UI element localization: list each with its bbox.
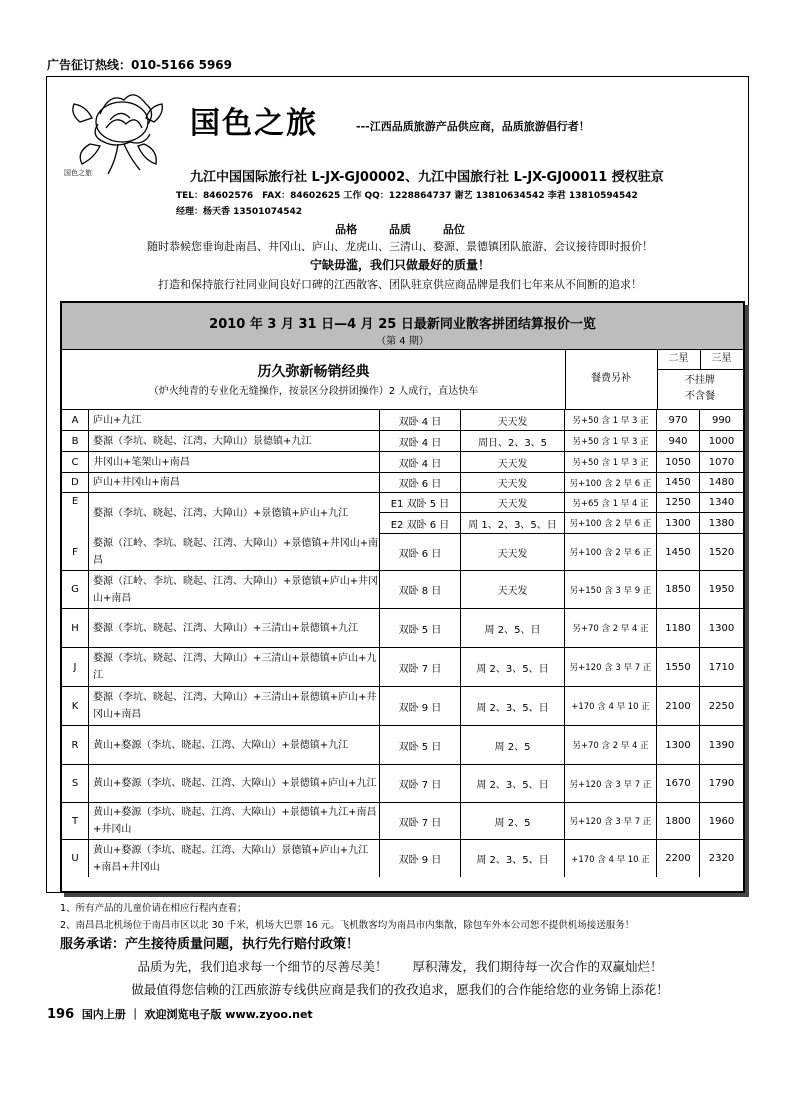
cell-fee: 另+100 含 2 早 6 正 [565,473,657,492]
cell-fee: 另+70 含 2 早 4 正 [565,609,657,647]
cell-depart: 周 2、3、5、日 [461,648,565,686]
footer-text: 国内上册 ｜ 欢迎浏览电子版 www.zyoo.net [81,1008,313,1021]
cell-fee: 另+150 含 3 早 9 正 [565,571,657,608]
price-note [657,369,743,409]
cell-code: C [62,452,89,472]
col-fee-header: 餐费另补 [565,349,658,409]
cell-p3: 2320 [708,853,735,864]
cell-code: G [62,571,89,608]
section-desc: （炉火纯青的专业化无缝操作，按景区分段拼团操作）2 人成行，直达快车 [148,386,479,397]
table-issue: （第 4 期） [376,336,429,347]
cell-code: S [62,765,89,802]
table-title-band [62,303,743,350]
cell-days: 双卧 7 日 [380,648,461,686]
cell-depart: 周 2、3、5、日 [461,687,565,725]
peony-flower-icon [60,84,174,180]
cell-days: 双卧 9 日 [380,840,461,877]
cell-fee: 另+100 含 2 早 6 正 [565,534,657,570]
price-table [60,301,745,893]
page-number: 196 [47,1007,75,1022]
cell-depart: 周 2、3、5、日 [461,765,565,802]
cell-depart: 周 2、5、日 [461,609,565,647]
cell-route: 婺源（李坑、晓起、江湾、大障山）+三清山+景德镇+九江 [89,609,380,647]
cell-code: F [62,534,89,570]
col-3star-header: 三星 [700,349,743,370]
peony-logo [60,84,174,180]
cell-depart: 周 2、5 [461,726,565,764]
cell-p3: 1960 [708,815,735,827]
cell-p2: 1450 [657,534,700,570]
cell-depart: 周日、2、3、5 [461,431,565,451]
cell-code: D [62,473,89,492]
table-row [62,451,743,472]
cell-p3: 1520 [708,546,735,558]
cell-depart: 周 2、3、5、日 [461,840,565,877]
cell-code: J [62,648,89,686]
table-row [62,533,743,570]
cell-fee: +170 含 4 早 10 正 [565,687,657,725]
cell-code: H [62,609,89,647]
cell-p2: 1670 [657,765,700,802]
cell-depart: 天天发 [461,473,565,492]
cell-days: E1 双卧 5 日 [380,493,461,512]
cell-route: 井冈山+笔架山+南昌 [89,452,380,472]
cell-days: 双卧 5 日 [380,726,461,764]
cell-fee: 另+50 含 1 早 3 正 [565,410,657,430]
note-item: 1、所有产品的儿童价请在相应行程内查看； [60,903,247,914]
notes [60,900,634,934]
cell-route: 婺源（李坑、晓起、江湾、大障山）+景德镇+庐山+九江 [89,493,380,534]
cell-fee: 另+120 含 3 早 7 正 [565,648,657,686]
cell-route: 黄山+婺源（李坑、晓起、江湾、大障山）景德镇+庐山+九江+南昌+井冈山 [89,840,380,877]
cell-p3: 1390 [708,739,735,751]
table-row [62,492,743,519]
cell-route: 婺源（江岭、李坑、晓起、江湾、大障山）+景德镇+庐山+井冈山+南昌 [89,571,380,608]
table-row [62,725,743,764]
cell-fee: +170 含 4 早 10 正 [565,840,657,877]
cell-days: 双卧 4 日 [380,431,461,451]
cell-depart: 周 1、2、3、5、日 [461,513,565,533]
cell-p2: 1850 [657,571,700,608]
cell-depart: 天天发 [461,534,565,570]
manager-line: 经理：杨天香 13501074542 [176,207,303,217]
table-row [62,472,743,492]
cell-days: 双卧 4 日 [380,452,461,472]
logo-caption: 国色之旅 [64,169,92,177]
cell-fee: 另+120 含 3 早 7 正 [565,803,657,839]
cell-p3: 1000 [708,435,735,447]
cell-days: 双卧 5 日 [380,609,461,647]
cell-route: 庐山+九江 [89,410,380,430]
table-row [62,647,743,686]
pledge-line-2: 做最值得您信赖的江西旅游专线供应商是我们的孜孜追求，愿我们的合作能给您的业务锦上添花！ [131,982,669,997]
table-title: 2010 年 3 月 31 日—4 月 25 日最新同业散客拼团结算报价一览 [209,317,596,332]
cell-days: 双卧 8 日 [380,571,461,608]
cell-p3: 1380 [708,517,735,529]
col-2star-header: 二星 [657,349,701,370]
ad-hotline: 广告征订热线：010-5166 5969 [47,58,233,72]
cell-p3: 2250 [708,700,735,712]
cell-p3: 1070 [708,456,735,468]
cell-p2: 2100 [657,687,700,725]
cell-days: 双卧 9 日 [380,687,461,725]
cell-depart: 天天发 [461,493,565,512]
cell-fee: 另+100 含 2 早 6 正 [565,513,657,533]
cell-fee: 另+50 含 1 早 3 正 [565,452,657,472]
cell-depart: 周 2、5 [461,803,565,839]
motto: 宁缺毋滥，我们只做最好的质量！ [309,258,490,272]
inquiry-line: 随时恭候您垂询赴南昌、井冈山、庐山、龙虎山、三清山、婺源、景德镇团队旅游、会议接待即时报价！ [147,240,653,253]
cell-days: 双卧 7 日 [380,765,461,802]
brand-name: 国色之旅 [190,106,318,141]
cell-p2: 1300 [657,513,700,533]
cell-p2: 1050 [657,452,700,472]
brand-tagline: ---江西品质旅游产品供应商，品质旅游倡行者！ [356,120,590,133]
cell-p3: 1300 [708,622,735,634]
cell-p2: 1250 [657,493,700,512]
table-row [62,802,743,839]
cell-fee: 另+120 含 3 早 7 正 [565,765,657,802]
cell-p2: 1300 [657,726,700,764]
table-row [62,570,743,608]
service-promise: 服务承诺：产生接待质量问题，执行先行赔付政策！ [60,937,360,952]
cell-p3: 1340 [708,497,735,508]
cell-code: B [62,431,89,451]
cell-days: E2 双卧 6 日 [380,513,461,533]
cell-fee: 另+50 含 1 早 3 正 [565,431,657,451]
pillars: 品格 品质 品位 [335,223,465,236]
note-no-listing: 不挂牌 [685,375,715,386]
note-no-meals: 不含餐 [685,391,715,402]
cell-depart: 天天发 [461,410,565,430]
cell-code: R [62,726,89,764]
cell-depart: 天天发 [461,452,565,472]
cell-days: 双卧 6 日 [380,473,461,492]
cell-route: 婺源（江岭、李坑、晓起、江湾、大障山）+景德镇+井冈山+南昌 [89,534,380,570]
cell-depart: 天天发 [461,571,565,608]
section-header [62,349,566,409]
cell-code: U [62,840,89,877]
cell-p2: 1550 [657,648,700,686]
cell-code: E [62,493,89,534]
cell-days: 双卧 4 日 [380,410,461,430]
cell-p2: 940 [657,431,700,451]
pledge-line-1: 品质为先，我们追求每一个细节的尽善尽美！ 厚积薄发，我们期待每一次合作的双赢灿烂！ [137,959,663,974]
table-row [62,409,743,430]
cell-days: 双卧 6 日 [380,534,461,570]
cell-fee: 另+65 含 1 早 4 正 [565,493,657,512]
cell-days: 双卧 7 日 [380,803,461,839]
cell-p2: 2200 [657,840,700,877]
section-title: 历久弥新畅销经典 [257,364,370,380]
cell-p3: 1710 [708,661,735,673]
note-item: 2、南昌昌北机场位于南昌市区以北 30 千米，机场大巴票 16 元。飞机散客均为南昌市内集散，除包车外本公司恕不提供机场接送服务！ [60,920,635,931]
table-row [62,764,743,802]
cell-route: 婺源（李坑、晓起、江湾、大障山）+三清山+景德镇+庐山+井冈山+南昌 [89,687,380,725]
cell-fee: 另+70 含 2 早 4 正 [565,726,657,764]
cell-p2: 970 [657,410,700,430]
cell-code: T [62,803,89,839]
cell-p2: 1180 [657,609,700,647]
table-row [62,686,743,725]
cell-p3: 1480 [708,477,735,488]
cell-p3: 990 [711,414,732,426]
table-row [62,430,743,451]
cell-route: 婺源（李坑、晓起、江湾、大障山）+三清山+景德镇+庐山+九江 [89,648,380,686]
cell-route: 黄山+婺源（李坑、晓起、江湾、大障山）+景德镇+九江 [89,726,380,764]
page-footer [47,1006,313,1022]
cell-p3: 1790 [708,778,735,789]
pursuit-line: 打造和保持旅行社同业间良好口碑的江西散客、团队驻京供应商品牌是我们七年来从不间断的追求！ [158,278,642,291]
table-row [62,839,743,877]
agency-line: 九江中国国际旅行社 L-JX-GJ00002、九江中国旅行社 L-JX-GJ00011 授权驻京 [190,170,664,185]
cell-p3: 1950 [708,584,735,595]
cell-p2: 1800 [657,803,700,839]
cell-route: 庐山+井冈山+南昌 [89,473,380,492]
table-row [62,608,743,647]
cell-route: 黄山+婺源（李坑、晓起、江湾、大障山）+景德镇+庐山+九江 [89,765,380,802]
cell-code: K [62,687,89,725]
cell-route: 婺源（李坑、晓起、江湾、大障山）景德镇+九江 [89,431,380,451]
cell-p2: 1450 [657,473,700,492]
contact-line: TEL：84602576 FAX：84602625 工作 QQ：1228864737 谢艺 13810634542 李君 13810594542 [176,191,638,201]
cell-code: A [62,410,89,430]
cell-route: 黄山+婺源（李坑、晓起、江湾、大障山）+景德镇+九江+南昌+井冈山 [89,803,380,839]
